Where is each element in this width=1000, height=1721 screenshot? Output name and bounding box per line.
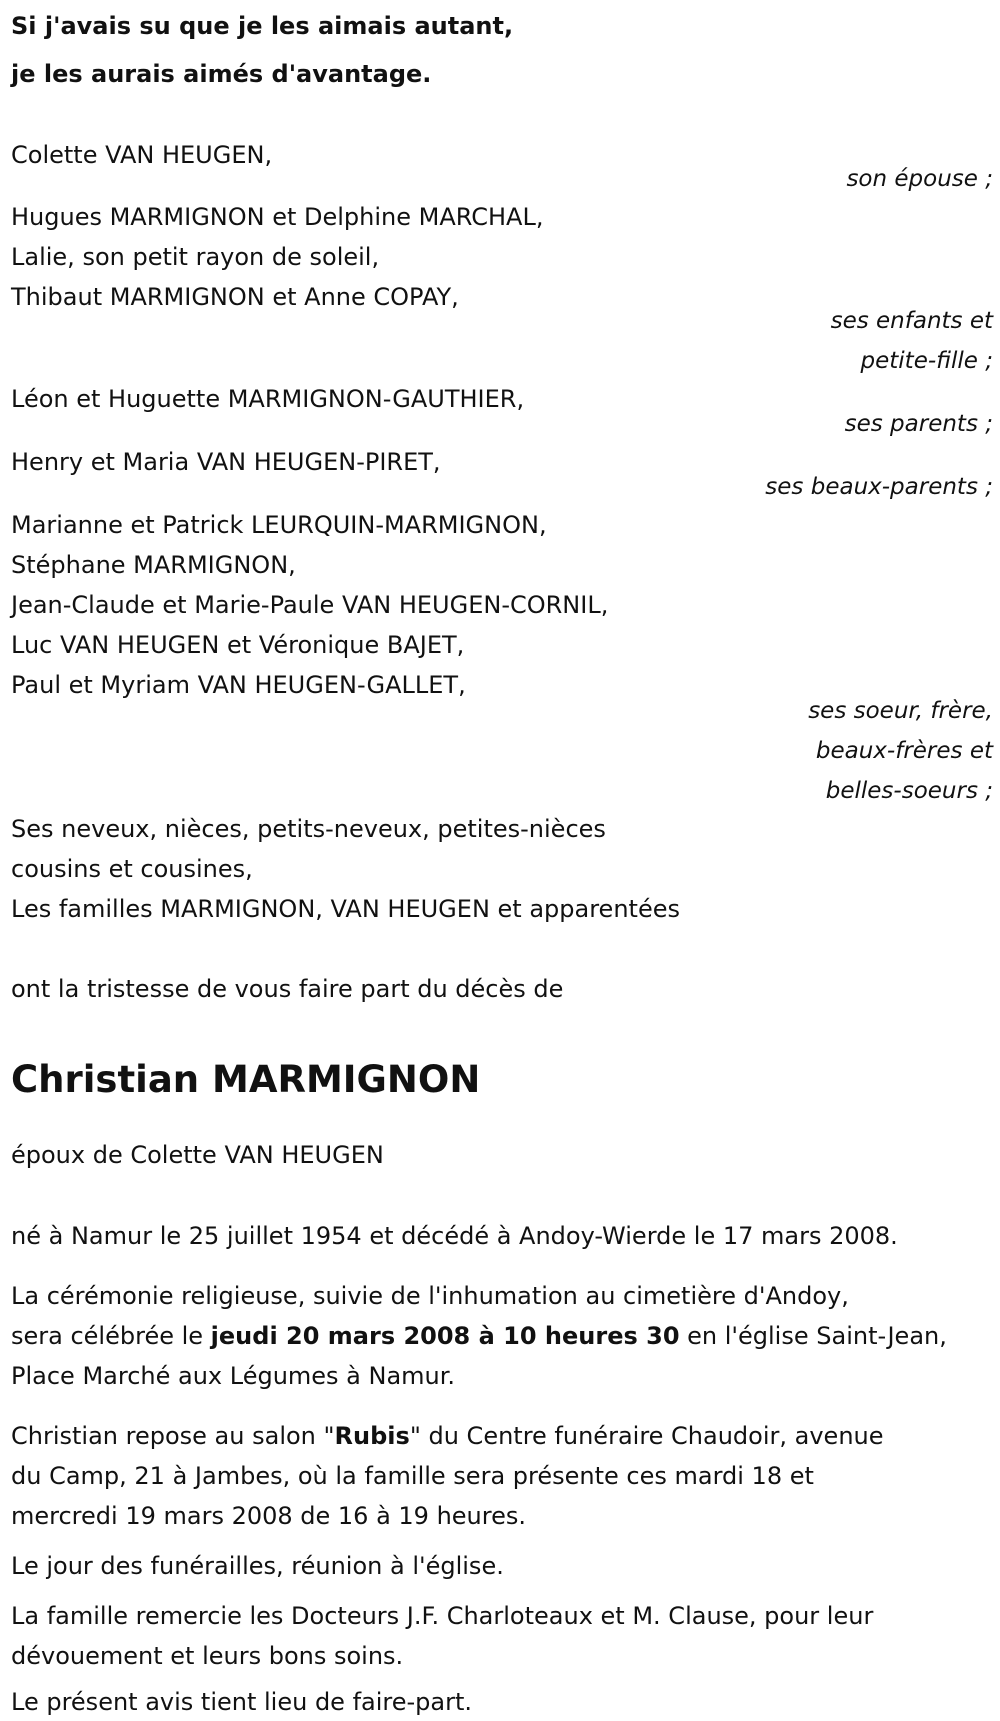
thanks-line-1: La famille remercie les Docteurs J.F. Charloteaux et M. Clause, pour leur [11, 1602, 874, 1630]
meeting-line: Le jour des funérailles, réunion à l'église. [11, 1552, 504, 1580]
quote-line-1: Si j'avais su que je les aimais autant, [11, 12, 514, 40]
ceremony-date: jeudi 20 mars 2008 à 10 heures 30 [210, 1322, 680, 1350]
thanks-line-2: dévouement et leurs bons soins. [11, 1642, 404, 1670]
children-role-line-1: ses enfants et [830, 308, 993, 334]
sibling-line: Marianne et Patrick LEURQUIN-MARMIGNON, [11, 511, 547, 539]
sibling-line: Jean-Claude et Marie-Paule VAN HEUGEN-CORNIL, [11, 591, 609, 619]
ceremony-line-2 [11, 1322, 947, 1350]
ceremony-line-2-post: en l'église Saint-Jean, [679, 1322, 947, 1350]
notice-line: Le présent avis tient lieu de faire-part. [11, 1688, 473, 1716]
relatives-line: cousins et cousines, [11, 855, 253, 883]
visitation-line-3: mercredi 19 mars 2008 de 16 à 19 heures. [11, 1502, 527, 1530]
children-role-line-2: petite-fille ; [860, 348, 993, 374]
quote-line-2: je les aurais aimés d'avantage. [11, 60, 432, 88]
spouse-of-line: époux de Colette VAN HEUGEN [11, 1141, 384, 1169]
birth-death-line: né à Namur le 25 juillet 1954 et décédé à Andoy-Wierde le 17 mars 2008. [11, 1222, 898, 1250]
visitation-line-2: du Camp, 21 à Jambes, où la famille sera présente ces mardi 18 et [11, 1462, 814, 1490]
visitation-line-1-post: " du Centre funéraire Chaudoir, avenue [409, 1422, 884, 1450]
child-line: Lalie, son petit rayon de soleil, [11, 243, 380, 271]
relatives-line: Les familles MARMIGNON, VAN HEUGEN et apparentées [11, 895, 680, 923]
ceremony-line-1: La cérémonie religieuse, suivie de l'inhumation au cimetière d'Andoy, [11, 1282, 849, 1310]
sibling-line: Paul et Myriam VAN HEUGEN-GALLET, [11, 671, 466, 699]
parents-role: ses parents ; [844, 411, 993, 437]
ceremony-line-3: Place Marché aux Légumes à Namur. [11, 1362, 456, 1390]
parents-name: Léon et Huguette MARMIGNON-GAUTHIER, [11, 385, 525, 413]
visitation-line-1-pre: Christian repose au salon " [11, 1422, 335, 1450]
announcement: ont la tristesse de vous faire part du décès de [11, 975, 564, 1003]
siblings-role-line-2: beaux-frères et [815, 738, 993, 764]
sibling-line: Luc VAN HEUGEN et Véronique BAJET, [11, 631, 465, 659]
child-line: Thibaut MARMIGNON et Anne COPAY, [11, 283, 459, 311]
salon-name: Rubis [334, 1422, 410, 1450]
ceremony-line-2-pre: sera célébrée le [11, 1322, 211, 1350]
siblings-role-line-1: ses soeur, frère, [808, 698, 993, 724]
deceased-name: Christian MARMIGNON [11, 1058, 481, 1101]
in-laws-role: ses beaux-parents ; [765, 474, 993, 500]
visitation-line-1 [11, 1422, 884, 1450]
sibling-line: Stéphane MARMIGNON, [11, 551, 296, 579]
siblings-role-line-3: belles-soeurs ; [825, 778, 993, 804]
spouse-name: Colette VAN HEUGEN, [11, 141, 273, 169]
relatives-line: Ses neveux, nièces, petits-neveux, petites-nièces [11, 815, 606, 843]
in-laws-name: Henry et Maria VAN HEUGEN-PIRET, [11, 448, 441, 476]
child-line: Hugues MARMIGNON et Delphine MARCHAL, [11, 203, 544, 231]
spouse-role: son épouse ; [846, 166, 993, 192]
